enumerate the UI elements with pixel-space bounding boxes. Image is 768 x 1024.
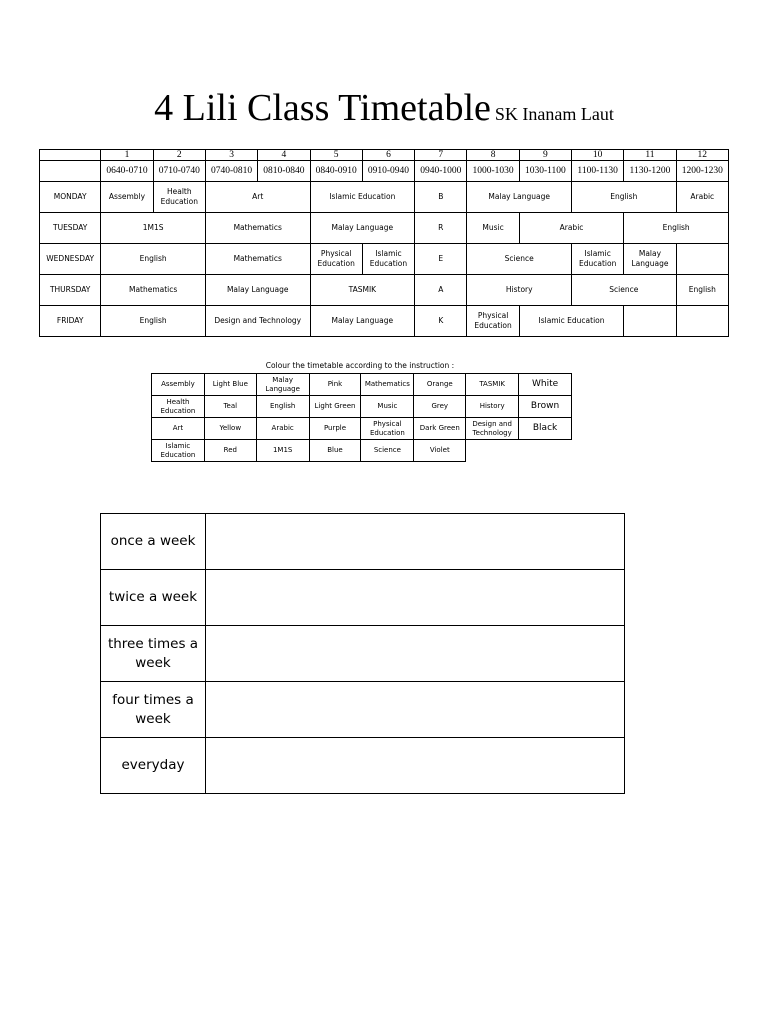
subject-cell: Arabic (676, 182, 728, 213)
period-time: 0710-0740 (153, 161, 205, 182)
page-title (0, 86, 768, 130)
subject-cell: Malay Language (624, 244, 676, 275)
subject-cell: English (101, 306, 206, 337)
subject-cell: Mathematics (101, 275, 206, 306)
day-label: TUESDAY (40, 213, 101, 244)
frequency-label: everyday (101, 738, 206, 794)
subject-cell: Art (205, 182, 310, 213)
period-time: 1130-1200 (624, 161, 676, 182)
answer-box[interactable] (206, 626, 625, 682)
frequency-label: once a week (101, 514, 206, 570)
answer-box[interactable] (206, 682, 625, 738)
frequency-label: three times a week (101, 626, 206, 682)
empty-cell (676, 306, 728, 337)
subject-cell: Science (572, 275, 677, 306)
break-cell: A (415, 275, 467, 306)
empty-cell (624, 306, 676, 337)
legend-subject: Malay Language (256, 374, 309, 396)
break-cell: R (415, 213, 467, 244)
subject-cell: 1M1S (101, 213, 206, 244)
period-time: 0740-0810 (205, 161, 257, 182)
subject-cell: Malay Language (310, 213, 415, 244)
title-main: 4 Lili Class Timetable (154, 87, 491, 129)
title-school: SK Inanam Laut (494, 104, 614, 124)
day-label: THURSDAY (40, 275, 101, 306)
day-row-wednesday (40, 244, 729, 275)
break-cell: K (415, 306, 467, 337)
period-time: 0640-0710 (101, 161, 153, 182)
period-number: 3 (205, 150, 257, 161)
break-cell: E (415, 244, 467, 275)
subject-cell: English (572, 182, 677, 213)
subject-cell: Health Education (153, 182, 205, 213)
subject-cell: Islamic Education (310, 182, 415, 213)
legend-colour: Light Green (309, 396, 361, 418)
period-number: 11 (624, 150, 676, 161)
period-time: 0840-0910 (310, 161, 362, 182)
legend-colour: Grey (414, 396, 466, 418)
legend-empty (519, 440, 572, 462)
subject-cell: Design and Technology (205, 306, 310, 337)
legend-subject: TASMIK (466, 374, 519, 396)
subject-cell: Assembly (101, 182, 153, 213)
period-number: 4 (258, 150, 310, 161)
subject-cell: English (101, 244, 206, 275)
legend-colour: Yellow (204, 418, 256, 440)
frequency-table (100, 513, 625, 794)
frequency-row (101, 626, 625, 682)
empty-cell (676, 244, 728, 275)
period-time: 0910-0940 (362, 161, 414, 182)
break-cell: B (415, 182, 467, 213)
subject-cell: Arabic (519, 213, 624, 244)
subject-cell: Mathematics (205, 213, 310, 244)
period-number: 1 (101, 150, 153, 161)
day-label: WEDNESDAY (40, 244, 101, 275)
frequency-label: twice a week (101, 570, 206, 626)
subject-cell: English (676, 275, 728, 306)
corner-cell (40, 161, 101, 182)
legend-subject: Islamic Education (152, 440, 205, 462)
day-row-tuesday (40, 213, 729, 244)
period-number: 9 (519, 150, 571, 161)
corner-cell (40, 150, 101, 161)
period-time-row (40, 161, 729, 182)
legend-subject: Design and Technology (466, 418, 519, 440)
period-time: 0940-1000 (415, 161, 467, 182)
legend-colour: Orange (414, 374, 466, 396)
subject-cell: Music (467, 213, 519, 244)
period-number: 6 (362, 150, 414, 161)
legend-colour: Teal (204, 396, 256, 418)
period-number: 5 (310, 150, 362, 161)
legend-subject: Physical Education (361, 418, 414, 440)
day-row-monday (40, 182, 729, 213)
legend-colour: Blue (309, 440, 361, 462)
subject-cell: Mathematics (205, 244, 310, 275)
subject-cell: History (467, 275, 572, 306)
legend-row (152, 440, 572, 462)
day-label: MONDAY (40, 182, 101, 213)
day-row-friday (40, 306, 729, 337)
period-number: 10 (572, 150, 624, 161)
legend-colour: Purple (309, 418, 361, 440)
subject-cell: English (624, 213, 729, 244)
legend-subject: History (466, 396, 519, 418)
legend-empty (466, 440, 519, 462)
subject-cell: Physical Education (467, 306, 519, 337)
period-number: 7 (415, 150, 467, 161)
legend-row (152, 418, 572, 440)
legend-subject: Health Education (152, 396, 205, 418)
answer-box[interactable] (206, 570, 625, 626)
colour-instruction: Colour the timetable according to the instruction : (265, 361, 455, 370)
subject-cell: Islamic Education (519, 306, 624, 337)
legend-colour: Dark Green (414, 418, 466, 440)
colour-legend (151, 373, 572, 462)
legend-colour: Pink (309, 374, 361, 396)
legend-colour: Brown (519, 396, 572, 418)
subject-cell: Physical Education (310, 244, 362, 275)
subject-cell: Islamic Education (572, 244, 624, 275)
legend-row (152, 374, 572, 396)
period-time: 1030-1100 (519, 161, 571, 182)
legend-subject: Assembly (152, 374, 205, 396)
answer-box[interactable] (206, 514, 625, 570)
legend-subject: 1M1S (256, 440, 309, 462)
legend-subject: Science (361, 440, 414, 462)
legend-colour: Light Blue (204, 374, 256, 396)
subject-cell: Malay Language (205, 275, 310, 306)
timetable (39, 149, 729, 337)
legend-subject: Arabic (256, 418, 309, 440)
day-label: FRIDAY (40, 306, 101, 337)
period-time: 1000-1030 (467, 161, 519, 182)
period-number: 2 (153, 150, 205, 161)
frequency-row (101, 738, 625, 794)
legend-subject: Art (152, 418, 205, 440)
subject-cell: Malay Language (310, 306, 415, 337)
legend-row (152, 396, 572, 418)
period-time: 0810-0840 (258, 161, 310, 182)
answer-box[interactable] (206, 738, 625, 794)
period-number-row (40, 150, 729, 161)
subject-cell: TASMIK (310, 275, 415, 306)
frequency-row (101, 570, 625, 626)
legend-subject: Music (361, 396, 414, 418)
subject-cell: Islamic Education (362, 244, 414, 275)
frequency-row (101, 682, 625, 738)
legend-subject: English (256, 396, 309, 418)
legend-colour: White (519, 374, 572, 396)
frequency-label: four times a week (101, 682, 206, 738)
period-time: 1200-1230 (676, 161, 728, 182)
day-row-thursday (40, 275, 729, 306)
period-time: 1100-1130 (572, 161, 624, 182)
subject-cell: Science (467, 244, 572, 275)
period-number: 8 (467, 150, 519, 161)
frequency-row (101, 514, 625, 570)
legend-colour: Red (204, 440, 256, 462)
legend-subject: Mathematics (361, 374, 414, 396)
legend-colour: Black (519, 418, 572, 440)
legend-colour: Violet (414, 440, 466, 462)
period-number: 12 (676, 150, 728, 161)
subject-cell: Malay Language (467, 182, 572, 213)
